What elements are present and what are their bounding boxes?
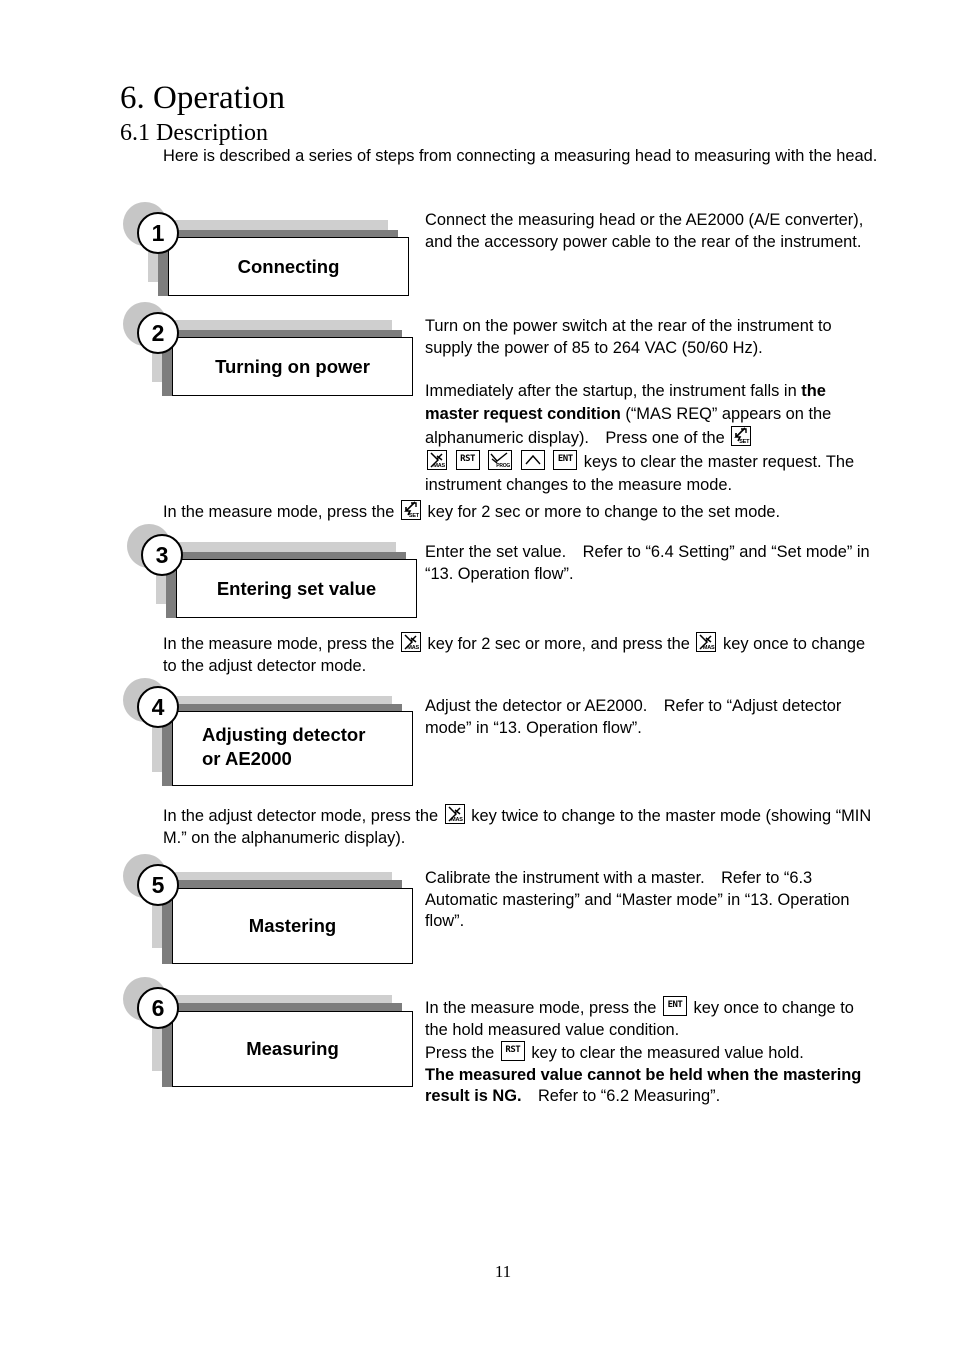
step-5-label: Mastering [248, 915, 337, 936]
page-heading: 6. Operation [120, 80, 285, 116]
step-3-number: 3 [141, 534, 183, 576]
step-4-number: 4 [137, 686, 179, 728]
step-2-description: Turn on the power switch at the rear of the instrument to supply the power of 85 to 264 VAC (50/60 Hz). [425, 317, 832, 357]
step-2-master-request: Immediately after the startup, the instrument falls in the master request condition (“MAS REQ” appears on the alphanumeric display). Press one of the SET MAS RST PROG ENT keys to clear the master request. The instrument changes to the measure mode. [425, 382, 855, 494]
step-3-description: Enter the set value. Refer to “6.4 Setting” and “Set mode” in “13. Operation flow”. [425, 543, 870, 583]
step-4-label-line-1: Adjusting detector [202, 724, 366, 745]
page-number: 11 [494, 1262, 512, 1281]
mas-key-icon: MAS [401, 632, 421, 652]
set-key-icon: SET [401, 500, 421, 520]
transition-to-set-mode: In the measure mode, press the SET key for 2 sec or more to change to the set mode. [163, 500, 913, 524]
step-2-number: 2 [137, 312, 179, 354]
step-5-description: Calibrate the instrument with a master. Refer to “6.3 Automatic mastering” and “Master mode” in “13. Operation flow”. [425, 869, 850, 930]
step-6 [120, 975, 410, 1089]
step-1-label: Connecting [237, 255, 340, 277]
step-1-number: 1 [137, 212, 179, 254]
transition-to-master-mode: In the adjust detector mode, press the MAS key twice to change to the master mode (showing “MIN M.” on the alphanumeric display). [163, 804, 883, 849]
step-3 [120, 522, 410, 622]
step-4 [120, 676, 410, 788]
step-5 [120, 852, 410, 966]
transition-to-adjust-mode: In the measure mode, press the MAS key for 2 sec or more, and press the MAS key once to change to the adjust detector mode. [163, 632, 883, 677]
step-1-description: Connect the measuring head or the AE2000 (A/E converter), and the accessory power cable to the rear of the instrument. [425, 211, 864, 251]
rst-key-icon: RST [501, 1041, 525, 1061]
up-key-icon [521, 450, 545, 470]
step-6-description: In the measure mode, press the ENT key once to change to the hold measured value condition. Press the RST key to clear the measured value hold. The measured value cannot be held when the mastering result is NG. Refer to “6.2 Measuring”. [425, 996, 870, 1108]
step-4-label-line-2: or AE2000 [202, 748, 292, 769]
mas-key-icon: MAS [696, 632, 716, 652]
set-key-icon: SET [731, 426, 751, 446]
step-3-label: Entering set value [216, 577, 377, 599]
prog-key-icon: PROG [488, 450, 512, 470]
step-2-label: Turning on power [215, 355, 370, 377]
step-4-description: Adjust the detector or AE2000. Refer to “Adjust detector mode” in “13. Operation flow”. [425, 697, 842, 737]
intro-text: Here is described a series of steps from connecting a measuring head to measuring with the head. [163, 147, 878, 165]
step-6-number: 6 [137, 987, 179, 1029]
ent-key-icon: ENT [663, 996, 687, 1016]
step-2 [120, 300, 410, 400]
step-1 [120, 200, 410, 300]
mas-key-icon: MAS [427, 450, 447, 470]
mas-key-icon: MAS [445, 804, 465, 824]
rst-key-icon: RST [456, 450, 480, 470]
step-6-label: Measuring [246, 1038, 339, 1059]
section-heading: 6.1 Description [120, 120, 268, 146]
step-5-number: 5 [137, 864, 179, 906]
ent-key-icon: ENT [553, 450, 577, 470]
